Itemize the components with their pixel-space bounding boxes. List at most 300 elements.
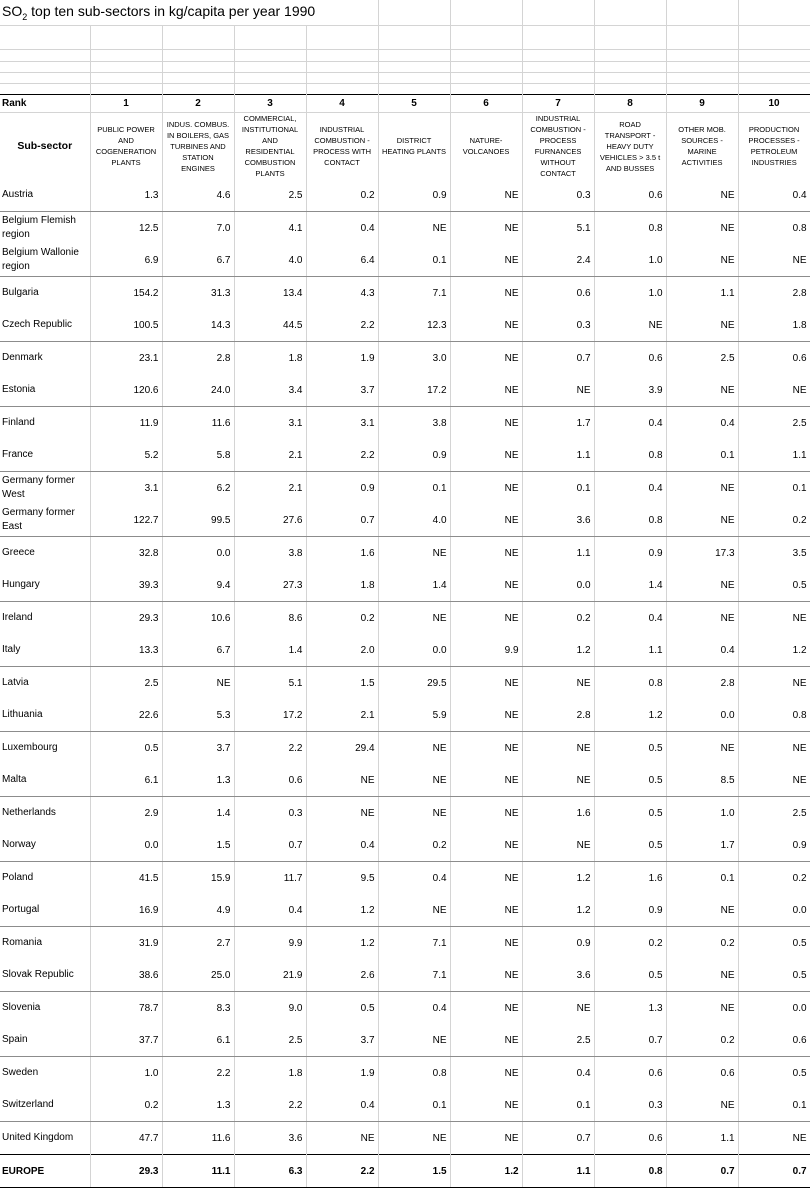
value-cell: 27.3 — [234, 569, 306, 602]
value-cell: NE — [306, 764, 378, 797]
value-cell: 11.6 — [162, 407, 234, 440]
country-cell: Belgium Wallonie region — [0, 244, 90, 277]
value-cell: NE — [378, 732, 450, 765]
value-cell: NE — [666, 602, 738, 635]
value-cell: NE — [378, 1122, 450, 1155]
value-cell: NE — [450, 862, 522, 895]
value-cell: 2.7 — [162, 927, 234, 960]
value-cell: 0.0 — [738, 894, 810, 927]
value-cell: 0.6 — [594, 179, 666, 212]
value-cell: 0.2 — [666, 927, 738, 960]
table-row — [0, 764, 810, 797]
value-cell: 3.0 — [378, 342, 450, 375]
value-cell: 47.7 — [90, 1122, 162, 1155]
value-cell: 6.4 — [306, 244, 378, 277]
value-cell: 29.5 — [378, 667, 450, 700]
value-cell: 6.7 — [162, 634, 234, 667]
table-row — [0, 602, 810, 635]
title-suffix: top ten sub-sectors in kg/capita per year 1990 — [27, 3, 316, 20]
value-cell: 0.0 — [90, 829, 162, 862]
value-cell: 0.2 — [90, 1089, 162, 1122]
value-cell: NE — [666, 179, 738, 212]
value-cell: 0.2 — [666, 1024, 738, 1057]
value-cell: 1.0 — [594, 244, 666, 277]
value-cell: 5.2 — [90, 439, 162, 472]
value-cell: 2.2 — [162, 1057, 234, 1090]
value-cell: 31.9 — [90, 927, 162, 960]
value-cell: 2.2 — [306, 439, 378, 472]
value-cell: 2.1 — [234, 472, 306, 505]
value-cell: 0.7 — [522, 342, 594, 375]
value-cell: 0.6 — [594, 1057, 666, 1090]
value-cell: 2.8 — [522, 699, 594, 732]
value-cell: 1.3 — [162, 764, 234, 797]
value-cell: 1.8 — [306, 569, 378, 602]
value-cell: 0.5 — [594, 829, 666, 862]
value-cell: 32.8 — [90, 537, 162, 570]
table-row — [0, 634, 810, 667]
value-cell: 0.6 — [234, 764, 306, 797]
value-cell: 3.6 — [522, 504, 594, 537]
value-cell: NE — [450, 1057, 522, 1090]
table-row — [0, 309, 810, 342]
table-row — [0, 894, 810, 927]
value-cell: 1.3 — [594, 992, 666, 1025]
value-cell: 2.2 — [234, 1089, 306, 1122]
value-cell: 0.2 — [738, 504, 810, 537]
value-cell: NE — [594, 309, 666, 342]
title-subscript: 2 — [22, 11, 28, 22]
value-cell: NE — [666, 569, 738, 602]
value-cell: NE — [450, 472, 522, 505]
country-cell: Netherlands — [0, 797, 90, 830]
value-cell: 0.0 — [666, 699, 738, 732]
country-cell: Estonia — [0, 374, 90, 407]
value-cell: 0.5 — [594, 959, 666, 992]
value-cell: NE — [738, 764, 810, 797]
value-cell: 10.6 — [162, 602, 234, 635]
country-cell: Latvia — [0, 667, 90, 700]
table-row — [0, 992, 810, 1025]
value-cell: 1.6 — [594, 862, 666, 895]
value-cell: NE — [450, 1024, 522, 1057]
value-cell: 12.5 — [90, 212, 162, 245]
value-cell: 3.5 — [738, 537, 810, 570]
value-cell: NE — [522, 732, 594, 765]
value-cell: 0.1 — [522, 472, 594, 505]
country-cell: Czech Republic — [0, 309, 90, 342]
table-row — [0, 1122, 810, 1155]
value-cell: 4.9 — [162, 894, 234, 927]
total-value-cell: 1.2 — [450, 1155, 522, 1188]
table-row — [0, 504, 810, 537]
empty-row — [0, 26, 810, 50]
value-cell: NE — [738, 667, 810, 700]
rank-cell: 2 — [162, 95, 234, 113]
value-cell: 0.4 — [738, 179, 810, 212]
value-cell: NE — [522, 374, 594, 407]
value-cell: 0.8 — [378, 1057, 450, 1090]
value-cell: 21.9 — [234, 959, 306, 992]
value-cell: 2.2 — [234, 732, 306, 765]
value-cell: 0.5 — [90, 732, 162, 765]
value-cell: 1.4 — [234, 634, 306, 667]
country-cell: Poland — [0, 862, 90, 895]
value-cell: NE — [666, 244, 738, 277]
value-cell: 11.6 — [162, 1122, 234, 1155]
value-cell: 0.7 — [234, 829, 306, 862]
value-cell: 2.5 — [90, 667, 162, 700]
value-cell: 1.9 — [306, 342, 378, 375]
value-cell: 0.0 — [522, 569, 594, 602]
value-cell: 17.3 — [666, 537, 738, 570]
country-cell: Slovenia — [0, 992, 90, 1025]
value-cell: 0.4 — [234, 894, 306, 927]
value-cell: 0.4 — [594, 602, 666, 635]
subsector-label: Sub-sector — [0, 113, 90, 180]
value-cell: 17.2 — [234, 699, 306, 732]
value-cell: NE — [666, 374, 738, 407]
value-cell: 0.8 — [738, 212, 810, 245]
value-cell: 2.8 — [162, 342, 234, 375]
value-cell: NE — [450, 1122, 522, 1155]
value-cell: 5.9 — [378, 699, 450, 732]
value-cell: 0.4 — [378, 992, 450, 1025]
table-row — [0, 667, 810, 700]
value-cell: 0.4 — [306, 829, 378, 862]
value-cell: 3.9 — [594, 374, 666, 407]
value-cell: 0.3 — [594, 1089, 666, 1122]
value-cell: 0.4 — [594, 407, 666, 440]
country-cell: Switzerland — [0, 1089, 90, 1122]
value-cell: 1.7 — [666, 829, 738, 862]
value-cell: 0.9 — [378, 439, 450, 472]
value-cell: 0.2 — [522, 602, 594, 635]
value-cell: NE — [450, 602, 522, 635]
value-cell: 0.4 — [666, 634, 738, 667]
value-cell: 15.9 — [162, 862, 234, 895]
table-row — [0, 927, 810, 960]
rank-cell: 4 — [306, 95, 378, 113]
value-cell: 7.0 — [162, 212, 234, 245]
country-cell: Denmark — [0, 342, 90, 375]
value-cell: 0.5 — [306, 992, 378, 1025]
value-cell: NE — [378, 894, 450, 927]
value-cell: 0.8 — [594, 212, 666, 245]
value-cell: 2.5 — [234, 179, 306, 212]
value-cell: 7.1 — [378, 959, 450, 992]
value-cell: 5.8 — [162, 439, 234, 472]
value-cell: 11.7 — [234, 862, 306, 895]
value-cell: 0.5 — [738, 927, 810, 960]
value-cell: 13.4 — [234, 277, 306, 310]
value-cell: NE — [522, 992, 594, 1025]
value-cell: NE — [162, 667, 234, 700]
subsector-header: OTHER MOB. SOURCES - MARINE ACTIVITIES — [666, 113, 738, 180]
value-cell: 22.6 — [90, 699, 162, 732]
value-cell: 0.0 — [162, 537, 234, 570]
value-cell: 0.3 — [522, 179, 594, 212]
country-cell: Malta — [0, 764, 90, 797]
table-row — [0, 1024, 810, 1057]
value-cell: 23.1 — [90, 342, 162, 375]
value-cell: 2.0 — [306, 634, 378, 667]
value-cell: 1.8 — [738, 309, 810, 342]
value-cell: 0.1 — [738, 472, 810, 505]
value-cell: 1.9 — [306, 1057, 378, 1090]
subsector-header: DISTRICT HEATING PLANTS — [378, 113, 450, 180]
value-cell: 9.9 — [450, 634, 522, 667]
empty-row — [0, 50, 810, 62]
value-cell: NE — [738, 244, 810, 277]
table-row — [0, 537, 810, 570]
subsector-header: ROAD TRANSPORT - HEAVY DUTY VEHICLES > 3.5 t AND BUSSES — [594, 113, 666, 180]
table-row — [0, 342, 810, 375]
value-cell: NE — [666, 732, 738, 765]
value-cell: 2.9 — [90, 797, 162, 830]
value-cell: 5.1 — [234, 667, 306, 700]
total-label: EUROPE — [0, 1155, 90, 1188]
value-cell: 3.7 — [306, 1024, 378, 1057]
value-cell: 1.3 — [90, 179, 162, 212]
country-cell: Hungary — [0, 569, 90, 602]
value-cell: NE — [666, 504, 738, 537]
value-cell: 1.0 — [594, 277, 666, 310]
value-cell: 0.7 — [594, 1024, 666, 1057]
title-prefix: SO — [2, 3, 23, 20]
value-cell: 5.3 — [162, 699, 234, 732]
value-cell: 0.6 — [594, 342, 666, 375]
table-row — [0, 277, 810, 310]
europe-total-row — [0, 1155, 810, 1188]
table-row — [0, 407, 810, 440]
value-cell: 7.1 — [378, 277, 450, 310]
table-row — [0, 1057, 810, 1090]
value-cell: 9.5 — [306, 862, 378, 895]
value-cell: 1.5 — [306, 667, 378, 700]
country-cell: Italy — [0, 634, 90, 667]
rank-cell: 9 — [666, 95, 738, 113]
value-cell: NE — [450, 407, 522, 440]
value-cell: NE — [450, 764, 522, 797]
value-cell: 1.1 — [522, 439, 594, 472]
country-cell: Slovak Republic — [0, 959, 90, 992]
value-cell: 3.7 — [162, 732, 234, 765]
value-cell: 6.2 — [162, 472, 234, 505]
value-cell: 0.8 — [594, 504, 666, 537]
subsector-header: PRODUCTION PROCESSES - PETROLEUM INDUSTRIES — [738, 113, 810, 180]
value-cell: 0.6 — [738, 342, 810, 375]
value-cell: 6.9 — [90, 244, 162, 277]
total-value-cell: 1.1 — [522, 1155, 594, 1188]
country-cell: Spain — [0, 1024, 90, 1057]
value-cell: 1.4 — [594, 569, 666, 602]
value-cell: 4.0 — [378, 504, 450, 537]
value-cell: 0.1 — [378, 244, 450, 277]
value-cell: 17.2 — [378, 374, 450, 407]
value-cell: 2.1 — [306, 699, 378, 732]
total-value-cell: 2.2 — [306, 1155, 378, 1188]
value-cell: 2.5 — [738, 797, 810, 830]
table-row — [0, 732, 810, 765]
value-cell: 0.9 — [306, 472, 378, 505]
value-cell: 9.0 — [234, 992, 306, 1025]
value-cell: 0.2 — [306, 179, 378, 212]
value-cell: 41.5 — [90, 862, 162, 895]
value-cell: 9.9 — [234, 927, 306, 960]
value-cell: 6.1 — [162, 1024, 234, 1057]
value-cell: 0.8 — [594, 439, 666, 472]
value-cell: 0.6 — [594, 1122, 666, 1155]
country-cell: Romania — [0, 927, 90, 960]
value-cell: NE — [450, 212, 522, 245]
value-cell: NE — [450, 504, 522, 537]
value-cell: NE — [450, 1089, 522, 1122]
value-cell: NE — [450, 797, 522, 830]
value-cell: NE — [450, 439, 522, 472]
country-cell: Norway — [0, 829, 90, 862]
value-cell: 0.5 — [594, 732, 666, 765]
value-cell: NE — [450, 179, 522, 212]
value-cell: 8.6 — [234, 602, 306, 635]
country-cell: Belgium Flemish region — [0, 212, 90, 245]
value-cell: NE — [738, 1122, 810, 1155]
value-cell: NE — [378, 764, 450, 797]
value-cell: 0.3 — [234, 797, 306, 830]
value-cell: 2.8 — [738, 277, 810, 310]
value-cell: NE — [450, 699, 522, 732]
rank-cell: 6 — [450, 95, 522, 113]
value-cell: 78.7 — [90, 992, 162, 1025]
table-row — [0, 1089, 810, 1122]
value-cell: NE — [522, 829, 594, 862]
total-value-cell: 6.3 — [234, 1155, 306, 1188]
table-row — [0, 179, 810, 212]
country-cell: Lithuania — [0, 699, 90, 732]
value-cell: NE — [450, 277, 522, 310]
value-cell: NE — [450, 667, 522, 700]
country-cell: Sweden — [0, 1057, 90, 1090]
country-cell: Bulgaria — [0, 277, 90, 310]
value-cell: NE — [666, 959, 738, 992]
rank-cell: 10 — [738, 95, 810, 113]
table-row — [0, 862, 810, 895]
value-cell: 44.5 — [234, 309, 306, 342]
country-cell: Austria — [0, 179, 90, 212]
table-row — [0, 569, 810, 602]
rank-cell: 7 — [522, 95, 594, 113]
value-cell: 0.3 — [522, 309, 594, 342]
total-value-cell: 0.8 — [594, 1155, 666, 1188]
value-cell: 1.6 — [306, 537, 378, 570]
value-cell: 3.6 — [234, 1122, 306, 1155]
rank-cell: 1 — [90, 95, 162, 113]
value-cell: 38.6 — [90, 959, 162, 992]
rank-label: Rank — [0, 95, 90, 113]
value-cell: 11.9 — [90, 407, 162, 440]
value-cell: NE — [450, 927, 522, 960]
value-cell: NE — [450, 569, 522, 602]
value-cell: 2.2 — [306, 309, 378, 342]
value-cell: 3.7 — [306, 374, 378, 407]
value-cell: 24.0 — [162, 374, 234, 407]
value-cell: 0.0 — [378, 634, 450, 667]
value-cell: 154.2 — [90, 277, 162, 310]
value-cell: 6.7 — [162, 244, 234, 277]
value-cell: 99.5 — [162, 504, 234, 537]
value-cell: 3.8 — [378, 407, 450, 440]
table-row — [0, 959, 810, 992]
value-cell: NE — [378, 797, 450, 830]
value-cell: 122.7 — [90, 504, 162, 537]
value-cell: NE — [306, 1122, 378, 1155]
table-row — [0, 244, 810, 277]
value-cell: 0.6 — [522, 277, 594, 310]
table-row — [0, 829, 810, 862]
value-cell: 1.4 — [162, 797, 234, 830]
subsector-header: PUBLIC POWER AND COGENERATION PLANTS — [90, 113, 162, 180]
value-cell: NE — [378, 1024, 450, 1057]
value-cell: 3.4 — [234, 374, 306, 407]
value-cell: NE — [450, 309, 522, 342]
value-cell: 1.0 — [90, 1057, 162, 1090]
value-cell: 3.8 — [234, 537, 306, 570]
value-cell: NE — [738, 374, 810, 407]
value-cell: 0.2 — [306, 602, 378, 635]
value-cell: 1.2 — [738, 634, 810, 667]
value-cell: 0.5 — [594, 797, 666, 830]
country-cell: Germany former East — [0, 504, 90, 537]
value-cell: 4.1 — [234, 212, 306, 245]
value-cell: NE — [378, 537, 450, 570]
empty-row — [0, 62, 810, 73]
value-cell: 2.8 — [666, 667, 738, 700]
value-cell: NE — [450, 244, 522, 277]
value-cell: 1.3 — [162, 1089, 234, 1122]
value-cell: 4.6 — [162, 179, 234, 212]
subsector-row — [0, 113, 810, 180]
value-cell: 29.4 — [306, 732, 378, 765]
table-row — [0, 472, 810, 505]
value-cell: NE — [666, 894, 738, 927]
value-cell: NE — [450, 342, 522, 375]
value-cell: 0.8 — [594, 667, 666, 700]
value-cell: 9.4 — [162, 569, 234, 602]
table-row — [0, 439, 810, 472]
country-cell: France — [0, 439, 90, 472]
value-cell: 0.9 — [522, 927, 594, 960]
value-cell: NE — [522, 667, 594, 700]
title-row — [0, 0, 810, 26]
value-cell: 2.5 — [234, 1024, 306, 1057]
value-cell: 39.3 — [90, 569, 162, 602]
value-cell: 0.1 — [666, 439, 738, 472]
value-cell: 0.1 — [378, 472, 450, 505]
value-cell: 25.0 — [162, 959, 234, 992]
value-cell: 1.8 — [234, 342, 306, 375]
value-cell: 0.4 — [306, 212, 378, 245]
value-cell: 0.5 — [738, 1057, 810, 1090]
value-cell: NE — [666, 1089, 738, 1122]
value-cell: 0.4 — [306, 1089, 378, 1122]
table-row — [0, 374, 810, 407]
value-cell: 2.4 — [522, 244, 594, 277]
value-cell: 1.2 — [522, 894, 594, 927]
value-cell: NE — [666, 309, 738, 342]
value-cell: 1.2 — [594, 699, 666, 732]
value-cell: NE — [450, 959, 522, 992]
subsector-header: NATURE-VOLCANOES — [450, 113, 522, 180]
